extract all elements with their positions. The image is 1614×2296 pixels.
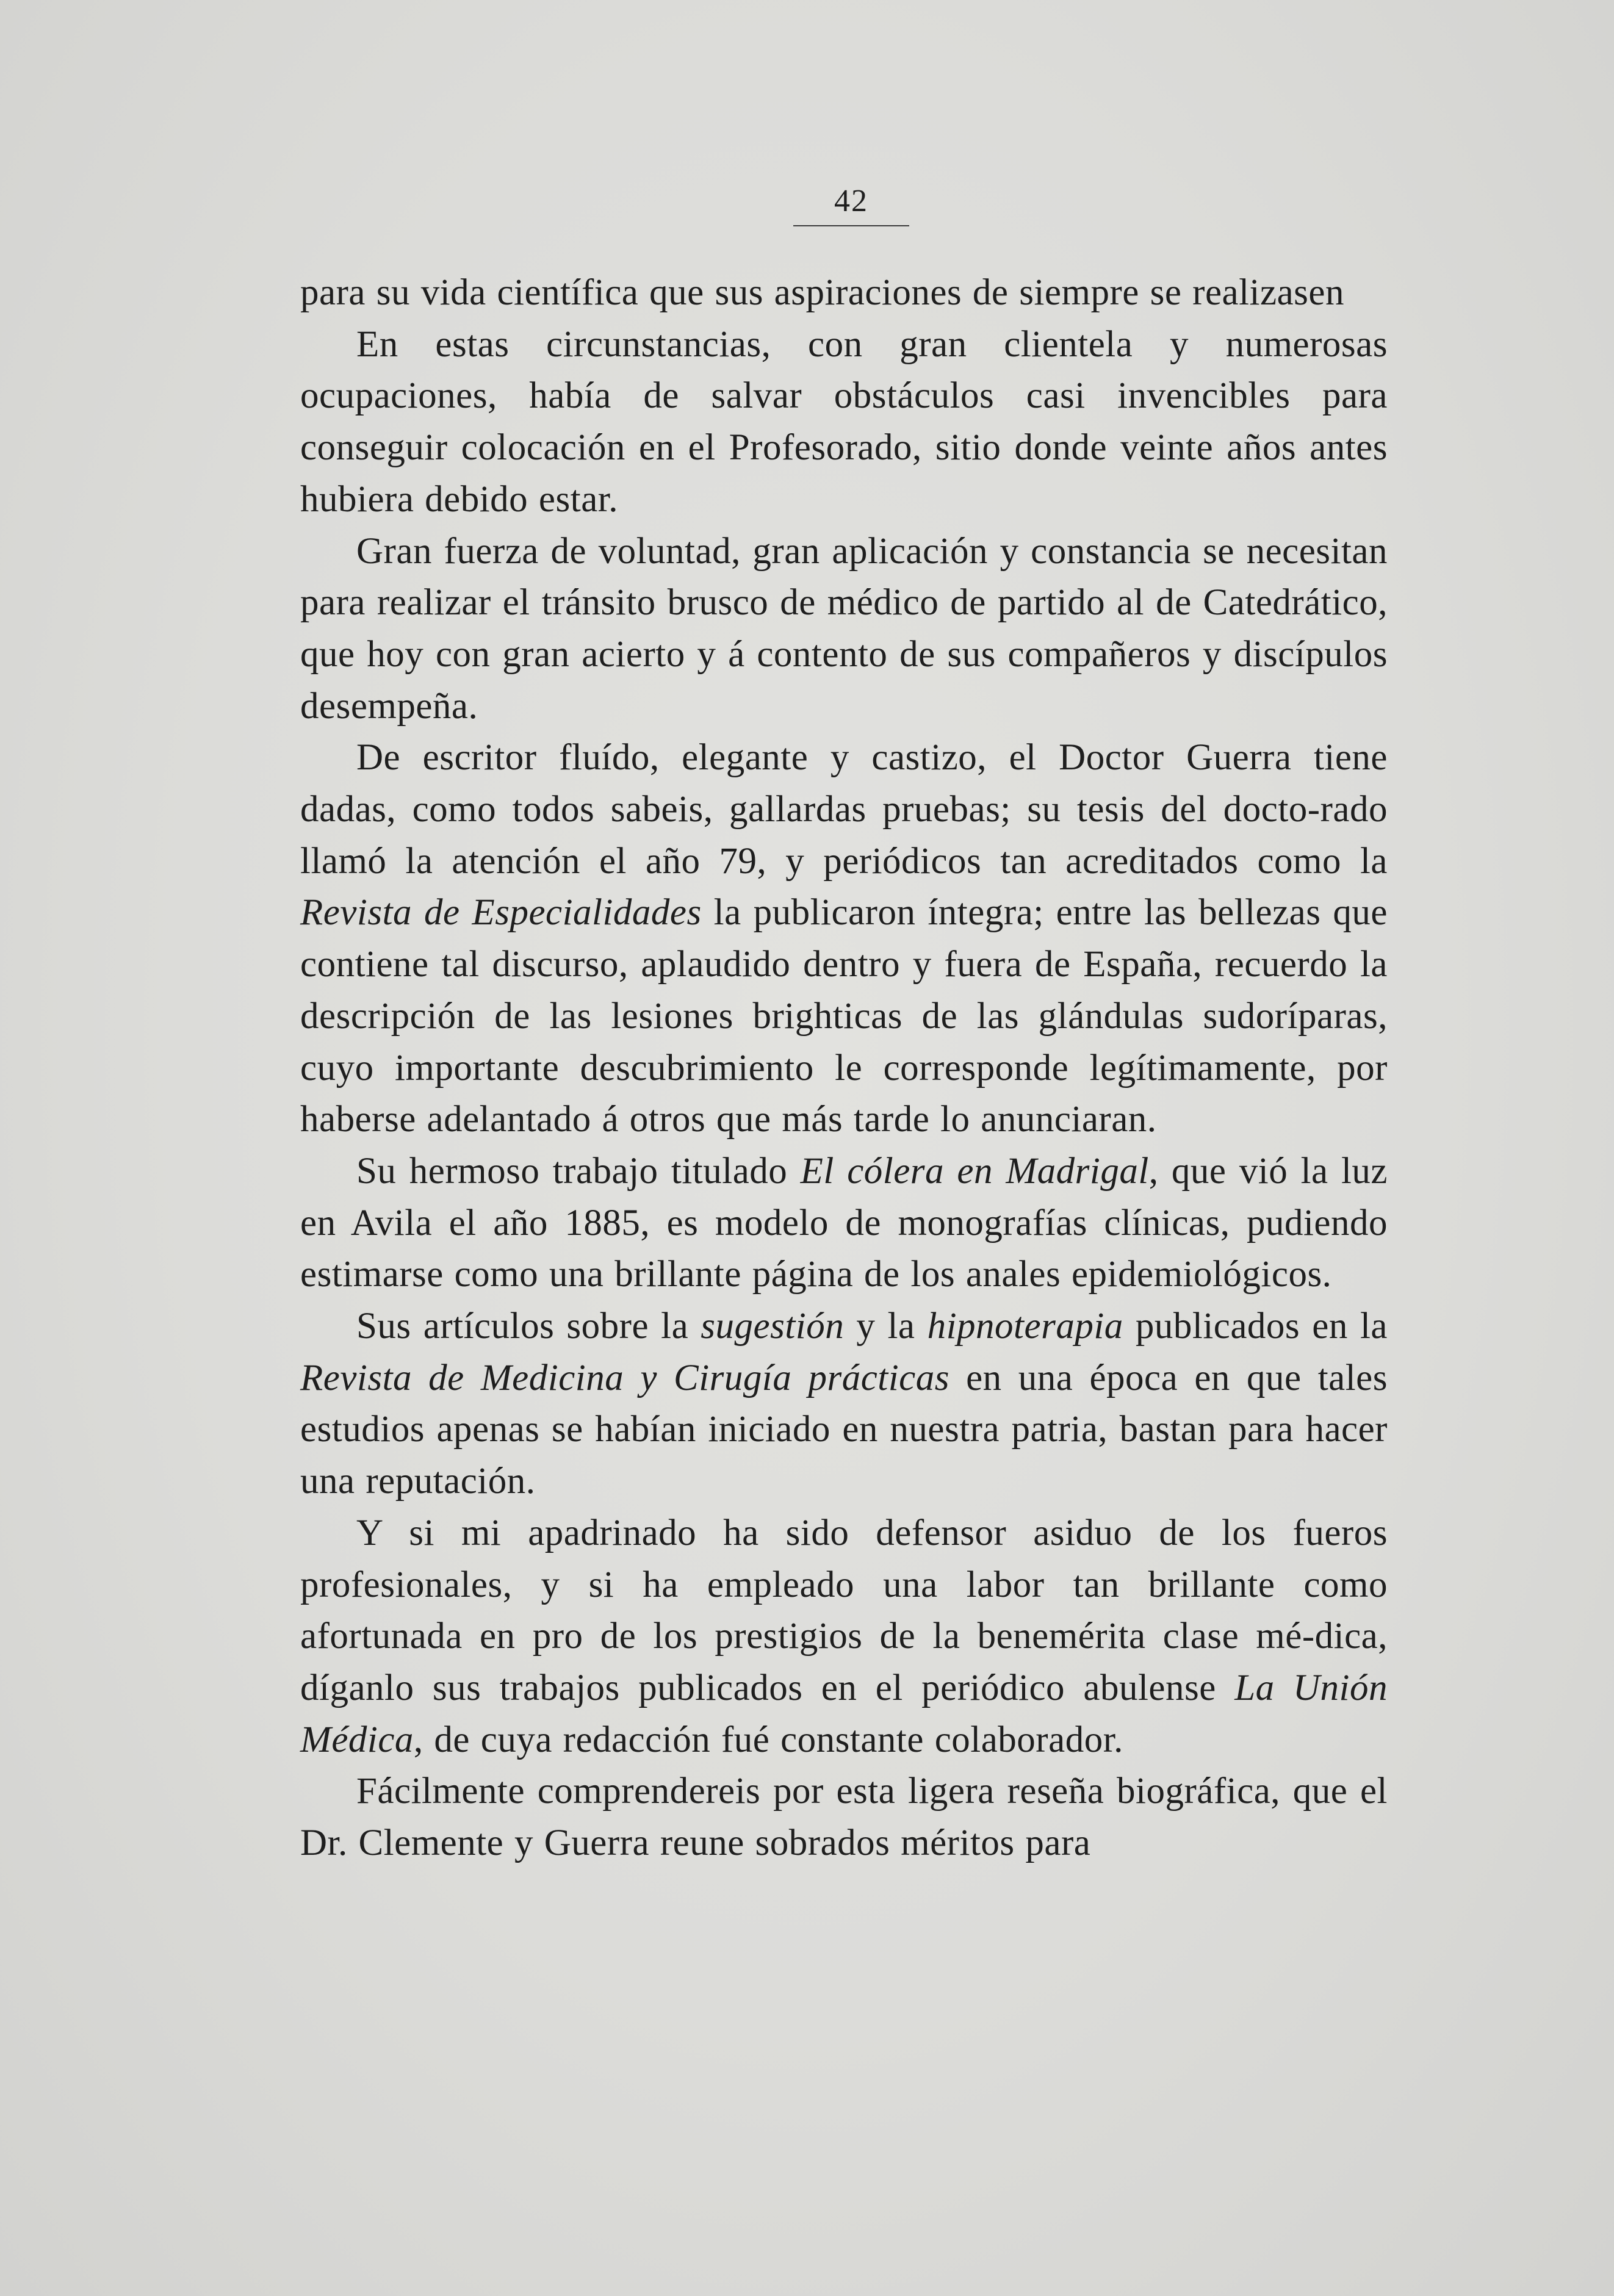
paragraph bbox=[300, 1766, 1388, 1869]
paragraph-text: En estas circunstancias, con gran clientela y numerosas ocupaciones, había de salvar obstáculos casi invencibles para conseguir colocación en el Profesorado, sitio donde veinte años antes hubiera debido estar. bbox=[300, 323, 1388, 520]
paragraph bbox=[300, 1301, 1388, 1508]
paragraph-text: Gran fuerza de voluntad, gran aplicación y constancia se necesitan para realizar el tránsito brusco de médico de partido al de Catedrático, que hoy con gran acierto y á contento de sus compañeros y discípulos desempeña. bbox=[300, 530, 1388, 727]
italic-term: hipnoterapia bbox=[927, 1306, 1123, 1347]
paragraph bbox=[300, 526, 1388, 733]
paragraph bbox=[300, 1508, 1388, 1766]
paragraph-text: Fácilmente comprendereis por esta ligera reseña biográfica, que el Dr. Clemente y Guerra reune sobrados méritos para bbox=[300, 1771, 1388, 1864]
paragraph-text: la publicaron íntegra; entre las bellezas que contiene tal discurso, aplaudido dentro y fuera de España, recuerdo la descripción de las lesiones brighticas de las glándulas sudoríparas, cuyo importante descubrimiento le corresponde legítimamente, por haberse adelantado á otros que más tarde lo anunciaran. bbox=[300, 892, 1388, 1140]
paragraph-text: , de cuya redacción fué constante colaborador. bbox=[413, 1719, 1123, 1760]
paragraph-text: Su hermoso trabajo titulado bbox=[356, 1150, 801, 1192]
paragraph bbox=[300, 732, 1388, 1146]
paragraph-text: publicados en la bbox=[1123, 1306, 1388, 1347]
italic-title: La Unión Médica bbox=[300, 1667, 1388, 1760]
paragraph-text: Y si mi apadrinado ha sido defensor asiduo de los fueros profesionales, y si ha empleado una labor tan brillante como afortunada en pro de los prestigios de la benemérita clase mé-dica, díganlo sus trabajos publicados en el periódico abulense bbox=[300, 1512, 1388, 1708]
paragraph-text: en una época en que tales estudios apenas se habían iniciado en nuestra patria, bastan para hacer una reputación. bbox=[300, 1357, 1388, 1502]
italic-title: Revista de Especialidades bbox=[300, 892, 702, 934]
italic-title: El cólera en Madrigal bbox=[800, 1150, 1149, 1192]
italic-term: sugestión bbox=[701, 1306, 845, 1347]
paragraph-text: y la bbox=[844, 1306, 928, 1347]
paragraph bbox=[300, 267, 1388, 319]
body-text bbox=[300, 267, 1388, 1870]
paragraph-text: Sus artículos sobre la bbox=[356, 1306, 701, 1347]
paragraph-text: para su vida científica que sus aspiraciones de siempre se realizasen bbox=[300, 272, 1344, 313]
paragraph bbox=[300, 1146, 1388, 1301]
paragraph bbox=[300, 319, 1388, 526]
page-number: 42 bbox=[793, 183, 909, 226]
paragraph-text: De escritor fluído, elegante y castizo, el Doctor Guerra tiene dadas, como todos sabeis, gallardas pruebas; su tesis del docto-rado llamó la atención el año 79, y periódicos tan acreditados como la bbox=[300, 737, 1388, 882]
italic-title: Revista de Medicina y Cirugía prácticas bbox=[300, 1357, 949, 1398]
paragraph-text: , que vió la luz en Avila el año 1885, es modelo de monografías clínicas, pudiendo estimarse como una brillante página de los anales epidemiológicos. bbox=[300, 1150, 1388, 1295]
